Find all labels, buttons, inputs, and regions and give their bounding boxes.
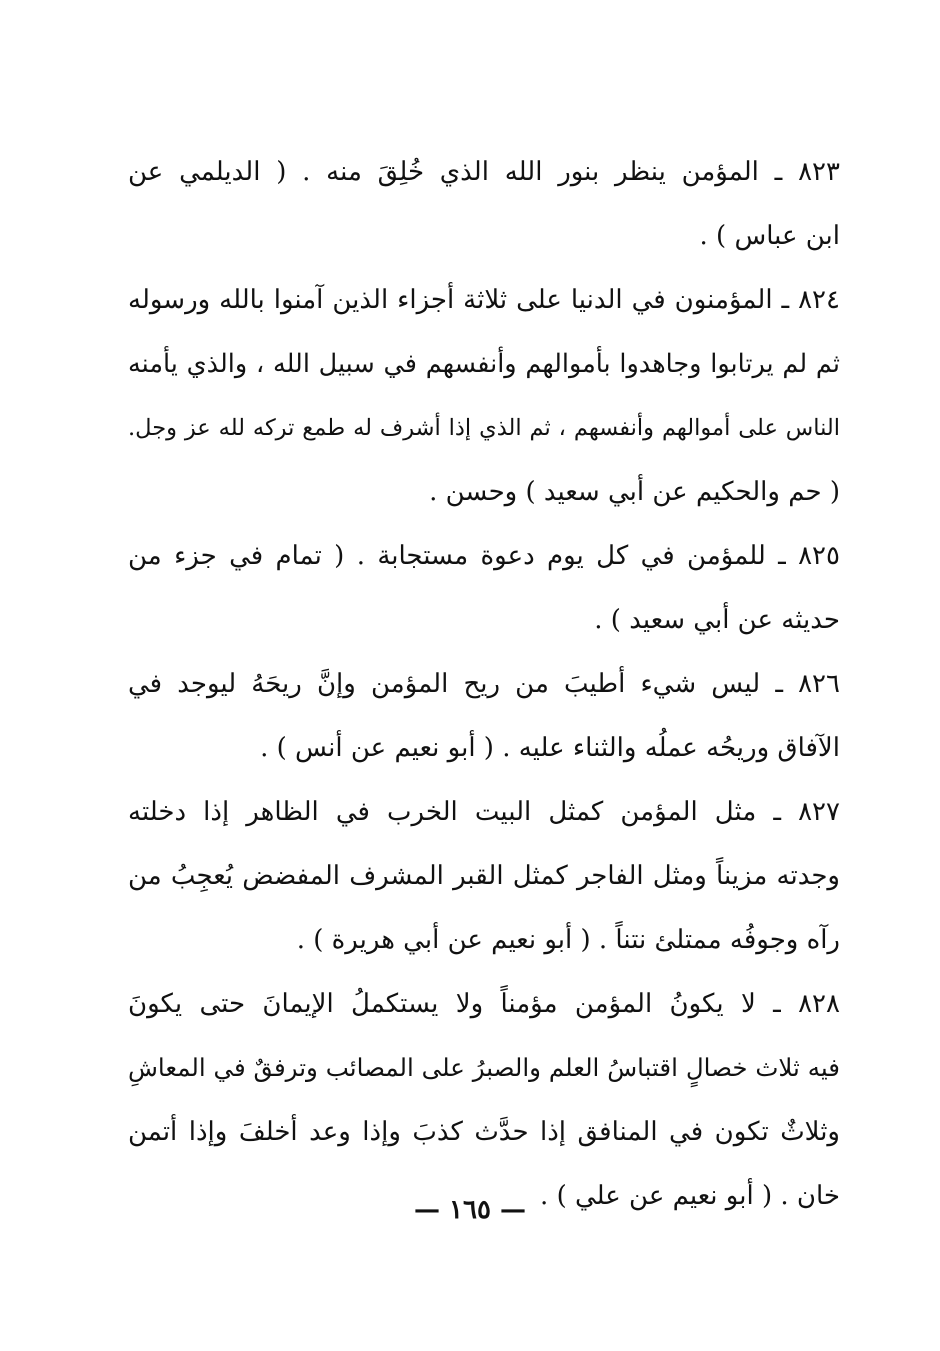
text-line: ٨٢٨ ـ لا يكونُ المؤمن مؤمناً ولا يستكملُ الإيمانَ حتى يكونَ <box>128 989 840 1019</box>
text-line: ٨٢٥ ـ للمؤمن في كل يوم دعوة مستجابة . ( تمام في جزء من <box>128 541 840 571</box>
hadith-825 <box>128 524 840 652</box>
text-line: وثلاثٌ تكون في المنافق إذا حدَّث كذبَ وإذا وعد أخلفَ وإذا أتمن <box>128 1117 840 1147</box>
text-line: وجدته مزيناً ومثل الفاجر كمثل القبر المشرف المفضض يُعجِبُ من <box>128 861 840 891</box>
hadith-824 <box>128 268 840 524</box>
text-line: ( حم والحكيم عن أبي سعيد ) وحسن . <box>429 477 840 507</box>
page-number: — ١٦٥ — <box>413 1195 527 1225</box>
text-line: حديثه عن أبي سعيد ) . <box>594 605 840 635</box>
text-line: ابن عباس ) . <box>699 221 840 251</box>
hadith-826 <box>128 652 840 780</box>
text-line: ٨٢٣ ـ المؤمن ينظر بنور الله الذي خُلِقَ منه . ( الديلمي عن <box>128 157 840 187</box>
hadith-827 <box>128 780 840 972</box>
text-line: ٨٢٧ ـ مثل المؤمن كمثل البيت الخرب في الظاهر إذا دخلته <box>128 797 840 827</box>
hadith-823 <box>128 140 840 268</box>
text-line: خان . ( أبو نعيم عن علي ) . <box>540 1181 840 1211</box>
text-line: رآه وجوفُه ممتلئ نتناً . ( أبو نعيم عن أبي هريرة ) . <box>296 925 840 955</box>
text-line: الناس على أموالهم وأنفسهم ، ثم الذي إذا أشرف له طمع تركه لله عز وجل. <box>128 415 840 441</box>
text-line: ٨٢٤ ـ المؤمنون في الدنيا على ثلاثة أجزاء الذين آمنوا بالله ورسوله <box>128 285 840 315</box>
text-line: ثم لم يرتابوا وجاهدوا بأموالهم وأنفسهم في سبيل الله ، والذي يأمنه <box>128 349 840 379</box>
text-line: ٨٢٦ ـ ليس شيء أطيبَ من ريح المؤمن وإنَّ ريحَهُ ليوجد في <box>128 669 840 699</box>
hadith-828 <box>128 972 840 1228</box>
text-line: فيه ثلاث خصالٍ اقتباسُ العلم والصبرُ على المصائب وترفقٌ في المعاشِ <box>128 1053 840 1082</box>
text-line: الآفاق وريحُه عملُه والثناء عليه . ( أبو نعيم عن أنس ) . <box>260 733 840 763</box>
hadith-text-block <box>128 140 840 1228</box>
